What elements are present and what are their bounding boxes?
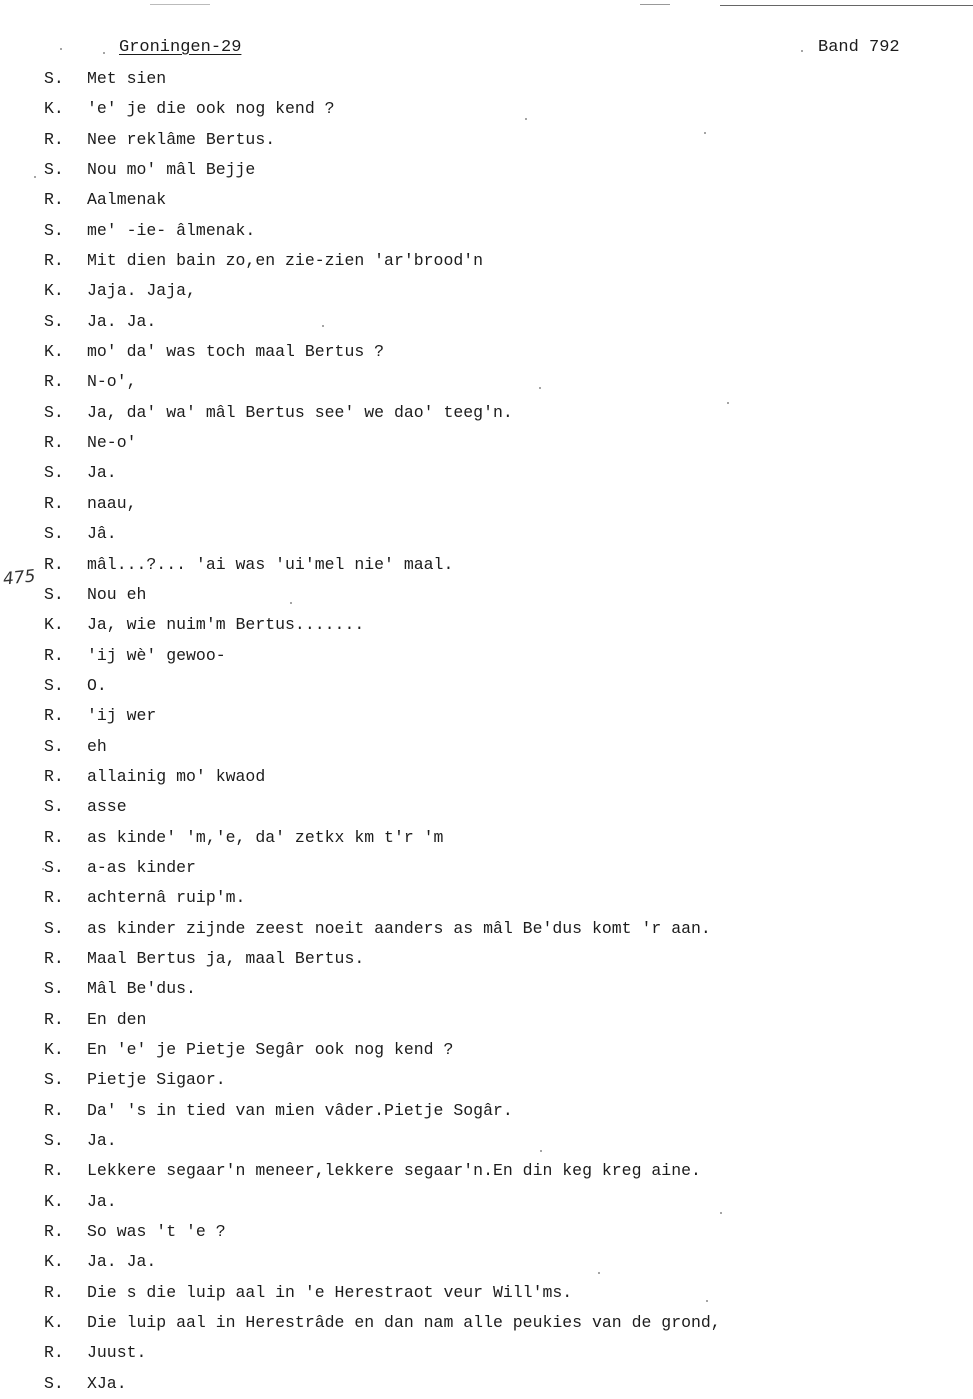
speaker-label: S. bbox=[44, 857, 64, 877]
speck bbox=[801, 50, 803, 52]
transcript-line bbox=[0, 125, 973, 155]
speaker-label: R. bbox=[44, 372, 64, 392]
transcript-line bbox=[0, 1278, 973, 1308]
page-title: Groningen-29 bbox=[119, 38, 242, 57]
speaker-label: S. bbox=[44, 69, 64, 88]
speaker-label: S. bbox=[44, 311, 64, 331]
transcript-line bbox=[0, 519, 973, 549]
transcript-line bbox=[0, 1156, 973, 1186]
utterance-text: allainig mo' kwaod bbox=[87, 766, 266, 786]
utterance-text: En den bbox=[87, 1009, 147, 1029]
utterance-text: Ja. bbox=[87, 1191, 117, 1211]
transcript-line bbox=[0, 762, 973, 792]
transcript-line bbox=[0, 671, 973, 701]
transcript-line bbox=[0, 550, 973, 580]
transcript-line bbox=[0, 610, 973, 640]
speaker-label: R. bbox=[44, 1009, 64, 1029]
utterance-text: Ja. Ja. bbox=[87, 1252, 157, 1272]
speaker-label: K. bbox=[44, 281, 64, 301]
utterance-text: Da' 's in tied van mien vâder.Pietje Sogâr. bbox=[87, 1100, 513, 1120]
speaker-label: R. bbox=[44, 948, 64, 968]
transcript-line bbox=[0, 307, 973, 337]
speaker-label: R. bbox=[44, 1100, 64, 1120]
speaker-label: R. bbox=[44, 1282, 64, 1302]
utterance-text: a-as kinder bbox=[87, 857, 196, 877]
utterance-text: Ja, wie nuim'm Bertus....... bbox=[87, 615, 365, 635]
utterance-text: Ja. Ja. bbox=[87, 311, 157, 331]
speaker-label: S. bbox=[44, 160, 64, 180]
scan-edge-mark bbox=[720, 5, 973, 6]
speaker-label: R. bbox=[44, 766, 64, 786]
transcript-line bbox=[0, 94, 973, 124]
speaker-label: S. bbox=[44, 1131, 64, 1151]
speaker-label: R. bbox=[44, 706, 64, 726]
speaker-label: R. bbox=[44, 554, 64, 574]
speaker-label: S. bbox=[44, 736, 64, 756]
utterance-text: So was 't 'e ? bbox=[87, 1222, 226, 1242]
transcript-line bbox=[0, 398, 973, 428]
transcript-line bbox=[0, 853, 973, 883]
utterance-text: XJa. bbox=[87, 1373, 127, 1393]
transcript-line bbox=[0, 185, 973, 215]
speaker-label: S. bbox=[44, 918, 64, 938]
utterance-text: Maal Bertus ja, maal Bertus. bbox=[87, 948, 365, 968]
speaker-label: R. bbox=[44, 888, 64, 908]
speaker-label: R. bbox=[44, 190, 64, 210]
transcript-line bbox=[0, 792, 973, 822]
utterance-text: Mit dien bain zo,en zie-zien 'ar'brood'n bbox=[87, 251, 484, 271]
utterance-text: Jaja. Jaja, bbox=[87, 281, 196, 301]
utterance-text: O. bbox=[87, 675, 107, 695]
utterance-text: achternâ ruip'm. bbox=[87, 888, 246, 908]
utterance-text: Die luip aal in Herestrâde en dan nam alle peukies van de grond, bbox=[87, 1313, 721, 1333]
utterance-text: En 'e' je Pietje Segâr ook nog kend ? bbox=[87, 1040, 454, 1059]
speaker-label: K. bbox=[44, 342, 64, 362]
transcript-line bbox=[0, 337, 973, 367]
utterance-text: Lekkere segaar'n meneer,lekkere segaar'n.En din keg kreg aine. bbox=[87, 1161, 701, 1181]
utterance-text: Nou eh bbox=[87, 584, 147, 604]
scan-edge-mark bbox=[150, 4, 210, 5]
transcript-line bbox=[0, 580, 973, 610]
speaker-label: K. bbox=[44, 1252, 64, 1272]
utterance-text: Met sien bbox=[87, 69, 167, 88]
transcript-line bbox=[0, 64, 973, 94]
speaker-label: K. bbox=[44, 615, 64, 635]
utterance-text: Pietje Sigaor. bbox=[87, 1070, 226, 1090]
speaker-label: R. bbox=[44, 1343, 64, 1363]
transcript-line bbox=[0, 155, 973, 185]
speaker-label: S. bbox=[44, 1070, 64, 1090]
utterance-text: 'ij wè' gewoo- bbox=[87, 645, 226, 665]
utterance-text: as kinder zijnde zeest noeit aanders as mâl Be'dus komt 'r aan. bbox=[87, 918, 711, 938]
handwritten-margin-note: 475 bbox=[2, 566, 37, 590]
speck bbox=[103, 52, 105, 54]
scan-edge-mark bbox=[640, 4, 670, 5]
speaker-label: R. bbox=[44, 433, 64, 453]
speaker-label: K. bbox=[44, 1191, 64, 1211]
speaker-label: S. bbox=[44, 1373, 64, 1393]
speaker-label: R. bbox=[44, 827, 64, 847]
transcript-line bbox=[0, 216, 973, 246]
speaker-label: K. bbox=[44, 99, 64, 119]
transcript-line bbox=[0, 458, 973, 488]
transcript-line bbox=[0, 1187, 973, 1217]
utterance-text: Mâl Be'dus. bbox=[87, 979, 196, 999]
transcript-line bbox=[0, 1247, 973, 1277]
transcript-line bbox=[0, 701, 973, 731]
speaker-label: S. bbox=[44, 675, 64, 695]
speaker-label: R. bbox=[44, 1222, 64, 1242]
transcript-line bbox=[0, 1338, 973, 1368]
utterance-text: naau, bbox=[87, 493, 137, 513]
utterance-text: N-o', bbox=[87, 372, 137, 392]
speck bbox=[60, 48, 62, 50]
transcript-line bbox=[0, 1217, 973, 1247]
utterance-text: Nou mo' mâl Bejje bbox=[87, 160, 256, 180]
transcript-line bbox=[0, 1096, 973, 1126]
transcript-line bbox=[0, 641, 973, 671]
transcript-line bbox=[0, 914, 973, 944]
transcript-line bbox=[0, 489, 973, 519]
speaker-label: S. bbox=[44, 463, 64, 483]
speaker-label: R. bbox=[44, 493, 64, 513]
transcript-line bbox=[0, 1126, 973, 1156]
transcript-line bbox=[0, 1035, 973, 1065]
utterance-text: eh bbox=[87, 736, 107, 756]
utterance-text: Ja. bbox=[87, 1131, 117, 1151]
utterance-text: Jâ. bbox=[87, 524, 117, 544]
utterance-text: as kinde' 'm,'e, da' zetkx km t'r 'm bbox=[87, 827, 444, 847]
transcript-line bbox=[0, 276, 973, 306]
speaker-label: R. bbox=[44, 645, 64, 665]
transcript-line bbox=[0, 944, 973, 974]
utterance-text: 'e' je die ook nog kend ? bbox=[87, 99, 335, 119]
utterance-text: me' -ie- âlmenak. bbox=[87, 220, 256, 240]
speaker-label: R. bbox=[44, 1161, 64, 1181]
transcript-line bbox=[0, 246, 973, 276]
utterance-text: Nee reklâme Bertus. bbox=[87, 129, 276, 149]
utterance-text: 'ij wer bbox=[87, 706, 157, 726]
speaker-label: S. bbox=[44, 524, 64, 544]
speaker-label: S. bbox=[44, 584, 64, 604]
transcript-line bbox=[0, 1308, 973, 1338]
speaker-label: S. bbox=[44, 402, 64, 422]
transcript-line bbox=[0, 1065, 973, 1095]
utterance-text: asse bbox=[87, 797, 127, 817]
transcript-line bbox=[0, 883, 973, 913]
transcript-line bbox=[0, 823, 973, 853]
utterance-text: Ja, da' wa' mâl Bertus see' we dao' teeg'n. bbox=[87, 402, 513, 422]
speaker-label: R. bbox=[44, 251, 64, 271]
transcript-line bbox=[0, 428, 973, 458]
speaker-label: S. bbox=[44, 979, 64, 999]
speaker-label: K. bbox=[44, 1313, 64, 1333]
utterance-text: mo' da' was toch maal Bertus ? bbox=[87, 342, 385, 362]
transcript-line bbox=[0, 1369, 973, 1399]
speaker-label: K. bbox=[44, 1040, 64, 1059]
transcript-lines bbox=[0, 64, 973, 1399]
transcript-line bbox=[0, 367, 973, 397]
band-number: Band 792 bbox=[818, 38, 900, 57]
transcript-line bbox=[0, 1005, 973, 1035]
transcript-line bbox=[0, 732, 973, 762]
speaker-label: S. bbox=[44, 797, 64, 817]
utterance-text: Ja. bbox=[87, 463, 117, 483]
speaker-label: R. bbox=[44, 129, 64, 149]
speaker-label: S. bbox=[44, 220, 64, 240]
utterance-text: mâl...?... 'ai was 'ui'mel nie' maal. bbox=[87, 554, 454, 574]
utterance-text: Aalmenak bbox=[87, 190, 167, 210]
utterance-text: Ne-o' bbox=[87, 433, 137, 453]
utterance-text: Juust. bbox=[87, 1343, 147, 1363]
transcript-line bbox=[0, 974, 973, 1004]
utterance-text: Die s die luip aal in 'e Herestraot veur Will'ms. bbox=[87, 1282, 573, 1302]
